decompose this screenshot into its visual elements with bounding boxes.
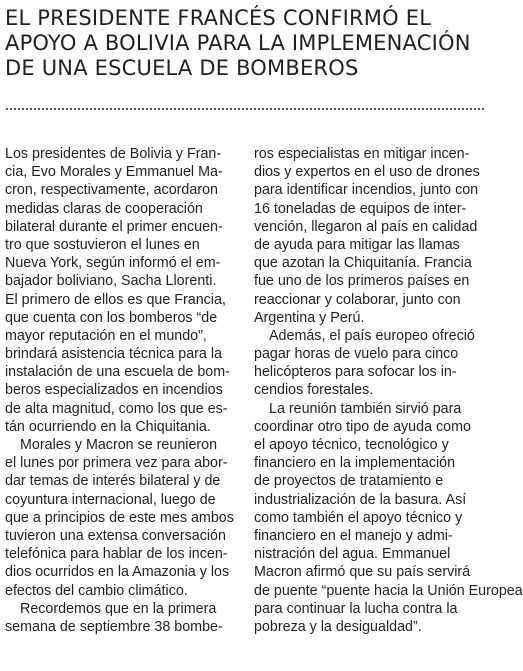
- text-line: helicópteros para sofocar los in-: [254, 364, 457, 381]
- text-line: brindará asistencia técnica para la: [5, 346, 222, 363]
- text-line: Los presidentes de Bolivia y Fran-: [5, 146, 222, 162]
- text-line: Nueva York, según informó el em-: [5, 255, 221, 272]
- text-line: que azotan la Chiquitanía. Francia: [254, 255, 472, 272]
- text-line: que a principios de este mes ambos: [5, 509, 234, 526]
- paragraph-start-line: Recordemos que en la primera: [20, 600, 217, 617]
- text-line: cron, respectivamente, acordaron: [5, 182, 218, 199]
- article-column-left: [5, 145, 237, 636]
- text-line: Argentina y Perú.: [254, 309, 365, 326]
- text-line: mayor reputación en el mundo”,: [5, 327, 207, 344]
- text-line: para identificar incendios, junto con: [254, 182, 479, 199]
- article-column-right: [254, 145, 523, 636]
- text-line: efectos del cambio climático.: [5, 582, 188, 599]
- text-line: reaccionar y colaborar, junto con: [254, 291, 461, 308]
- text-line: de proyectos de tratamiento e: [254, 473, 444, 490]
- text-line: vención, llegaron al país en calidad: [254, 218, 478, 235]
- text-line: cia, Evo Morales y Emmanuel Ma-: [5, 164, 223, 181]
- text-line: coyuntura internacional, luego de: [5, 491, 216, 508]
- text-line: el lunes por primera vez para abor-: [5, 455, 228, 472]
- text-line: industrialización de la basura. Así: [254, 491, 467, 508]
- headline-line: EL PRESIDENTE FRANCÉS CONFIRMÓ EL: [5, 6, 432, 30]
- text-line: tro que sostuvieron el lunes en: [5, 236, 200, 253]
- text-line: que cuenta con los bomberos “de: [5, 309, 218, 326]
- paragraph-start-line: Morales y Macron se reunieron: [20, 437, 218, 453]
- text-line: dios ocurridos en la Amazonia y los: [5, 564, 230, 581]
- headline-line: APOYO A BOLIVIA PARA LA IMPLEMENACIÓN: [5, 31, 471, 55]
- dotted-divider: [6, 108, 484, 110]
- text-line: 16 toneladas de equipos de inter-: [254, 200, 467, 217]
- text-line: como también el apoyo técnico y: [254, 509, 463, 526]
- text-line: nistración del agua. Emmanuel: [254, 546, 451, 563]
- text-line: tuvieron una extensa conversación: [5, 527, 226, 544]
- text-line: Macron afirmó que su país servirá: [254, 564, 471, 581]
- text-line: de puente “puente hacia la Unión Europea: [254, 582, 523, 599]
- text-line: telefónica para hablar de los incen-: [5, 546, 228, 563]
- text-line: medidas claras de cooperación: [5, 200, 203, 217]
- paragraph-start-line: Además, el país europeo ofreció: [269, 327, 475, 344]
- text-line: tán ocurriendo en la Chiquitania.: [5, 418, 211, 435]
- text-line: bajador boliviano, Sacha Llorenti.: [5, 273, 217, 290]
- text-line: bilateral durante el primer encuen-: [5, 218, 223, 235]
- text-line: ros especialistas en mitigar incen-: [254, 146, 470, 162]
- text-line: de ayuda para mitigar las llamas: [254, 236, 460, 253]
- text-line: de alta magnitud, como los que es-: [5, 400, 228, 417]
- paragraph-start-line: La reunión también sirvió para: [269, 400, 462, 417]
- text-line: dar temas de interés bilateral y de: [5, 473, 221, 490]
- text-line: coordinar otro tipo de ayuda como: [254, 418, 471, 435]
- text-line: El primero de ellos es que Francia,: [5, 291, 226, 308]
- text-line: pagar horas de vuelo para cinco: [254, 346, 459, 363]
- text-line: fue uno de los primeros países en: [254, 273, 470, 290]
- text-line: para continuar la lucha contra la: [254, 600, 458, 617]
- text-line: pobreza y la desigualdad”.: [254, 618, 422, 635]
- text-line: financiero en la implementación: [254, 455, 456, 472]
- headline: [5, 6, 487, 81]
- headline-line: DE UNA ESCUELA DE BOMBEROS: [5, 56, 359, 80]
- text-line: instalación de una escuela de bom-: [5, 364, 230, 381]
- text-line: beros especializados en incendios: [5, 382, 223, 399]
- text-line: semana de septiembre 38 bombe-: [5, 618, 223, 635]
- text-line: el apoyo técnico, tecnológico y: [254, 437, 449, 453]
- text-line: cendios forestales.: [254, 382, 374, 399]
- text-line: financiero en el manejo y admi-: [254, 527, 453, 544]
- text-line: dios y expertos en el uso de drones: [254, 164, 480, 181]
